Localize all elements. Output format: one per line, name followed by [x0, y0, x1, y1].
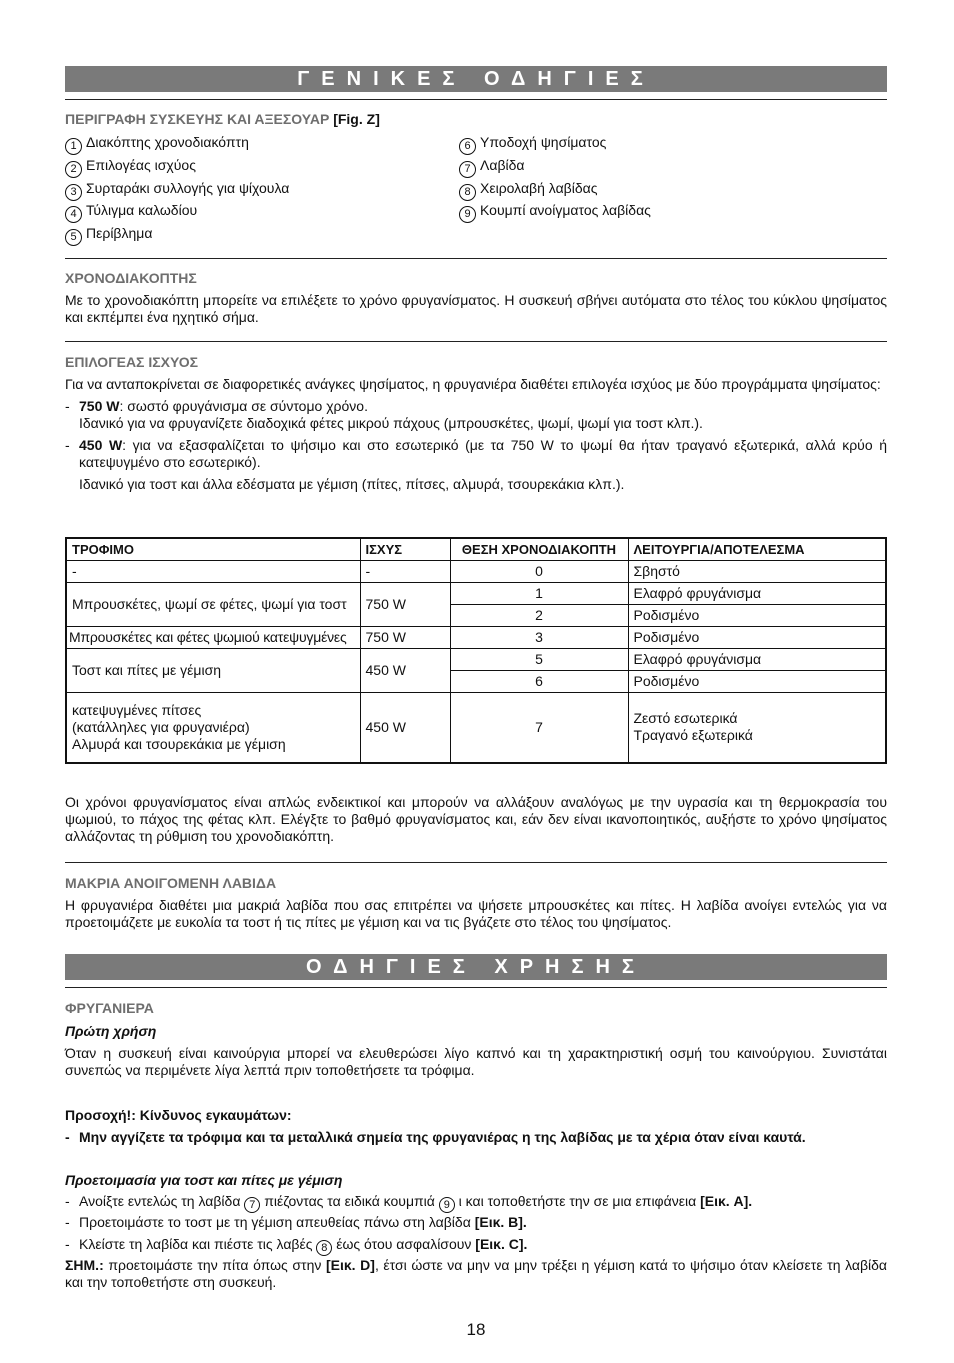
table-row — [66, 627, 886, 649]
part-label: Λαβίδα — [480, 157, 525, 173]
cell-food: Μπρουσκέτες, ψωμί σε φέτες, ψωμί για τοστ — [66, 583, 360, 627]
figure-ref: [Εικ. D] — [325, 1257, 375, 1273]
number-badge: 1 — [65, 138, 82, 155]
cell-position: 3 — [450, 627, 628, 649]
settings-table — [65, 537, 887, 764]
cell-result: Ροδισμένο — [628, 605, 886, 627]
figure-ref: [Fig. Z] — [333, 111, 380, 127]
section-title-toaster: ΦΡΥΓΑΝΙΕΡΑ — [65, 1000, 154, 1016]
part-item — [65, 179, 289, 201]
step-text-part: έως ότου ασφαλίσουν — [332, 1236, 476, 1252]
bullet-text — [79, 437, 887, 471]
part-item — [459, 156, 525, 178]
cell-position: 0 — [450, 561, 628, 583]
table-row — [66, 649, 886, 671]
bullet-line2: Ιδανικό για να φρυγανίζετε διαδοχικά φέτες μικρού πάχους (μπρουσκέτες, ψωμί, ψωμί για τοστ κλπ.). — [79, 415, 703, 431]
divider — [65, 341, 887, 342]
step-item — [65, 1193, 887, 1213]
divider — [65, 987, 887, 988]
banner-title: ΟΔΗΓΙΕΣ ΧΡΗΣΗΣ — [306, 956, 646, 978]
part-item — [459, 133, 606, 155]
part-label: Συρταράκι συλλογής για ψίχουλα — [86, 180, 290, 196]
part-item — [65, 201, 197, 223]
table-row — [66, 561, 886, 583]
divider — [65, 258, 887, 259]
table-row — [66, 583, 886, 605]
cell-power: 750 W — [360, 583, 450, 627]
power-bullet-450 — [65, 437, 887, 471]
cell-power: 450 W — [360, 693, 450, 763]
power-content — [65, 376, 887, 493]
cell-position: 7 — [450, 693, 628, 763]
cell-result: Σβηστό — [628, 561, 886, 583]
cell-power: 450 W — [360, 649, 450, 693]
cell-food — [66, 693, 360, 763]
timer-text: Με το χρονοδιακόπτη μπορείτε να επιλέξετε το χρόνο φρυγανίσματος. Η συσκευή σβήνει αυτόματα στο τέλος του κύκλου ψησίματος και εκπέμπει ένα ηχητικό σήμα. — [65, 292, 887, 325]
first-use-title: Πρώτη χρήση — [65, 1023, 157, 1039]
step-text-part: Ανοίξτε εντελώς τη λαβίδα — [79, 1193, 245, 1209]
bullet-body: : σωστό φρυγάνισμα σε σύντομο χρόνο. — [119, 398, 368, 414]
bullet-body: : για να εξασφαλίζεται το ψήσιμο και στο εσωτερικό (με τα 750 W το ψωμί θα ήταν τραγανό εξωτερικά, αλλά κρύο ή κατεψυγμένο στο εσωτερικό). — [79, 437, 887, 470]
cell-power: 750 W — [360, 627, 450, 649]
bullet-dash: - — [65, 1236, 70, 1252]
bullet-dash: - — [65, 398, 70, 414]
part-item — [65, 133, 249, 155]
col-header-food: ΤΡΟΦΙΜΟ — [66, 538, 360, 561]
power-bullet-750 — [65, 398, 887, 432]
note-text-part: προετοιμάστε την πίτα όπως στην — [103, 1257, 326, 1273]
cell-result: Ροδισμένο — [628, 627, 886, 649]
figure-ref: [Εικ. A]. — [700, 1193, 753, 1209]
bullet-line2: Ιδανικό για τοστ και άλλα εδέσματα με γέμιση (πίτες, πίτσες, αλμυρά, τσουρεκάκια κλπ.). — [79, 476, 625, 492]
part-item — [459, 179, 597, 201]
bullet-dash: - — [65, 1193, 70, 1209]
section-title-tongs: ΜΑΚΡΙΑ ΑΝΟΙΓΟΜΕΝΗ ΛΑΒΙΔΑ — [65, 875, 277, 891]
warning-title: Προσοχή!: Κίνδυνος εγκαυμάτων: — [65, 1107, 292, 1123]
cell-result — [628, 693, 886, 763]
cell-line: (κατάλληλες για φρυγανιέρα) — [72, 718, 250, 735]
part-label: Διακόπτης χρονοδιακόπτη — [86, 134, 249, 150]
step-text-part: Κλείστε τη λαβίδα και πιέστε τις λαβές — [79, 1236, 317, 1252]
bullet-dash: - — [65, 437, 70, 453]
figure-ref: [Εικ. C]. — [475, 1236, 528, 1252]
tongs-text: Η φρυγανιέρα διαθέτει μια μακριά λαβίδα που σας επιτρέπει να ψήσετε μπρουσκέτες και πίτες. Η λαβίδα ανοίγει εντελώς για να προετοιμάζετε με ευκολία τα τοστ ή τις πίτες με γέμιση και να τις βγάζετε στο τέλος του ψησίματος. — [65, 897, 887, 930]
step-item — [65, 1214, 887, 1231]
step-text — [79, 1236, 887, 1256]
part-item — [65, 156, 196, 178]
prep-title: Προετοιμασία για τοστ και πίτες με γέμιση — [65, 1172, 343, 1188]
power-intro: Για να ανταποκρίνεται σε διαφορετικές ανάγκες ψησίματος, η φρυγανιέρα διαθέτει επιλογέα ισχύος με δύο προγράμματα ψησίματος: — [65, 376, 881, 392]
col-header-power: ΙΣΧΥΣ — [360, 538, 450, 561]
part-label: Υποδοχή ψησίματος — [480, 134, 607, 150]
step-text-part: ι και τοποθετήστε την σε μια επιφάνεια — [454, 1193, 701, 1209]
cell-result: Ροδισμένο — [628, 671, 886, 693]
number-badge: 3 — [65, 184, 82, 201]
warning-text: Μην αγγίζετε τα τρόφιμα και τα μεταλλικά σημεία της φρυγανιέρας η της λαβίδας με τα χέρια όταν είναι καυτά. — [79, 1129, 806, 1145]
prep-note — [65, 1257, 887, 1291]
step-text-part: πιέζοντας τα ειδικά κουμπιά — [260, 1193, 439, 1209]
divider — [65, 862, 887, 863]
section-title-description — [65, 111, 380, 127]
step-item — [65, 1236, 887, 1256]
table-header-row — [66, 538, 886, 561]
warning-bullet — [65, 1129, 887, 1146]
section-title-power: ΕΠΙΛΟΓΕΑΣ ΙΣΧΥΟΣ — [65, 354, 199, 370]
part-label: Επιλογέας ισχύος — [86, 157, 196, 173]
cell-power: - — [360, 561, 450, 583]
cell-position: 6 — [450, 671, 628, 693]
step-text — [79, 1193, 887, 1213]
number-badge: 8 — [316, 1240, 332, 1256]
bullet-bold: 450 W — [79, 437, 123, 453]
step-text-part: Προετοιμάστε το τοστ με τη γέμιση απευθείας πάνω στη λαβίδα — [79, 1214, 475, 1230]
divider — [65, 99, 887, 100]
bullet-dash: - — [65, 1129, 70, 1145]
cell-food: Τοστ και πίτες με γέμιση — [66, 649, 360, 693]
number-badge: 9 — [439, 1197, 455, 1213]
cell-line: Τραγανό εξωτερικά — [633, 727, 753, 744]
figure-ref: [Εικ. B]. — [474, 1214, 527, 1230]
cell-position: 1 — [450, 583, 628, 605]
cell-line: Ζεστό εσωτερικά — [633, 710, 738, 727]
note-label: ΣΗΜ.: — [65, 1257, 104, 1273]
number-badge: 9 — [459, 206, 476, 223]
cell-position: 2 — [450, 605, 628, 627]
cell-result: Ελαφρό φρυγάνισμα — [628, 583, 886, 605]
col-header-position: ΘΕΣΗ ΧΡΟΝΟΔΙΑΚΟΠΤΗ — [450, 538, 628, 561]
cell-line: Αλμυρά και τσουρεκάκια με γέμιση — [72, 735, 286, 752]
bullet-dash: - — [65, 1214, 70, 1230]
cell-food: - — [66, 561, 360, 583]
cell-food: Μπρουσκέτες και φέτες ψωμιού κατεψυγμένες — [66, 627, 360, 649]
part-label: Περίβλημα — [86, 225, 153, 241]
description-title: ΠΕΡΙΓΡΑΦΗ ΣΥΣΚΕΥΗΣ ΚΑΙ ΑΞΕΣΟΥΑΡ — [65, 111, 330, 127]
part-label: Τύλιγμα καλωδίου — [86, 202, 198, 218]
bullet-bold: 750 W — [79, 398, 120, 414]
parts-list — [65, 133, 887, 243]
part-label: Κουμπί ανοίγματος λαβίδας — [480, 202, 651, 218]
first-use-text: Όταν η συσκευή είναι καινούργια μπορεί να ελευθερώσει λίγο καπνό και τη χαρακτηριστική οσμή του καινούργιου. Συνιστάται συνεπώς να περιμένετε λίγα λεπτά πριν τοποθετήσετε τα τρόφιμα. — [65, 1045, 887, 1078]
banner-title: ΓΕΝΙΚΕΣ ΟΔΗΓΙΕΣ — [297, 68, 655, 90]
section-banner-usage — [65, 954, 887, 980]
part-label: Χειρολαβή λαβίδας — [480, 180, 598, 196]
number-badge: 5 — [65, 229, 82, 246]
number-badge: 4 — [65, 206, 82, 223]
number-badge: 7 — [244, 1197, 260, 1213]
cell-result: Ελαφρό φρυγάνισμα — [628, 649, 886, 671]
number-badge: 8 — [459, 184, 476, 201]
timing-note: Οι χρόνοι φρυγανίσματος είναι απλώς ενδεικτικοί και μπορούν να αλλάξουν αναλόγως με την υγρασία και τη θερμοκρασία του ψωμιού, το πάχος της φέτας κλπ. Ελέγξτε το βαθμό φρυγανίσματος και, εάν δεν είναι ικανοποιητικός, αυξήστε το χρόνο ψησίματος αλλάζοντας τη ρύθμιση του χρονοδιακόπτη. — [65, 794, 887, 844]
section-title-timer: ΧΡΟΝΟΔΙΑΚΟΠΤΗΣ — [65, 270, 197, 286]
col-header-result: ΛΕΙΤΟΥΡΓΙΑ/ΑΠΟΤΕΛΕΣΜΑ — [628, 538, 886, 561]
part-item — [459, 201, 651, 223]
number-badge: 6 — [459, 138, 476, 155]
bullet-text — [79, 398, 887, 432]
number-badge: 2 — [65, 161, 82, 178]
part-item — [65, 224, 152, 246]
note-text-part: , έτσι ώστε να μην να μην τρέξει η γέμιση κατά το ψήσιμο όταν κλείσετε τη λαβίδα και την τοποθετήστε στη συσκευή. — [65, 1257, 888, 1290]
section-banner-general — [65, 66, 887, 92]
number-badge: 7 — [459, 161, 476, 178]
step-text — [79, 1214, 887, 1231]
cell-line: κατεψυγμένες πίτσες — [72, 701, 202, 718]
page-number: 18 — [466, 1320, 486, 1339]
table-row — [66, 693, 886, 763]
cell-position: 5 — [450, 649, 628, 671]
